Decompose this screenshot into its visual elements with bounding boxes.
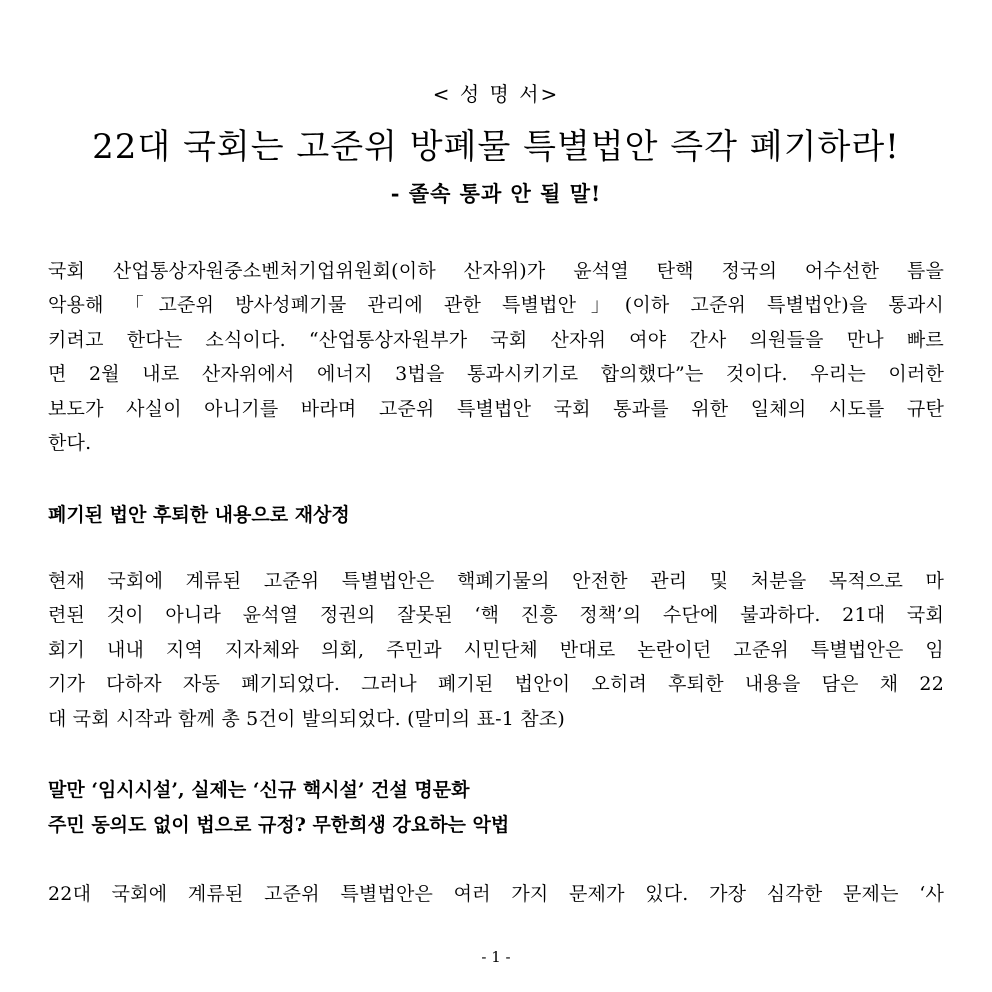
paragraph-problems [48, 877, 944, 911]
paragraph-bill-status [48, 564, 944, 736]
paragraph-intro [48, 254, 944, 460]
document-title: 22대 국회는 고준위 방폐물 특별법안 즉각 폐기하라! [92, 127, 900, 167]
paragraph-line: 련된 것이 아니라 윤석열 정권의 잘못된 ‘핵 진흥 정책’의 수단에 불과하다. 21대 국회 [48, 604, 944, 627]
paragraph-line: 국회 산업통상자원중소벤처기업위원회(이하 산자위)가 윤석열 탄핵 정국의 어수선한 틈을 [48, 260, 944, 282]
heading-line: 말만 ‘임시시설’, 실제는 ‘신규 핵시설’ 건설 명문화 [48, 779, 470, 801]
statement-label: < 성 명 서> [432, 82, 560, 106]
section-heading-repealed-bill: 폐기된 법안 후퇴한 내용으로 재상정 [48, 504, 350, 526]
paragraph-line: 한다. [48, 432, 92, 455]
paragraph-line: 22대 국회에 계류된 고준위 특별법안은 여러 가지 문제가 있다. 가장 심각한 문제는 ‘사 [48, 883, 944, 905]
paragraph-line: 현재 국회에 계류된 고준위 특별법안은 핵폐기물의 안전한 관리 및 처분을 목적으로 마 [48, 570, 944, 592]
paragraph-line: 대 국회 시작과 함께 총 5건이 발의되었다. (말미의 표-1 참조) [48, 707, 566, 730]
paragraph-line: 면 2월 내로 산자위에서 에너지 3법을 통과시키기로 합의했다”는 것이다. 우리는 이러한 [48, 363, 944, 386]
document-subtitle: - 졸속 통과 안 될 말! [390, 181, 602, 206]
paragraph-line: 회기 내내 지역 지자체와 의회, 주민과 시민단체 반대로 논란이던 고준위 특별법안은 임 [48, 638, 944, 661]
paragraph-line: 악용해 「고준위 방사성폐기물 관리에 관한 특별법안」(이하 고준위 특별법안)을 통과시 [48, 294, 944, 317]
section-heading-temporary-facility [48, 773, 944, 843]
paragraph-line: 보도가 사실이 아니기를 바라며 고준위 특별법안 국회 통과를 위한 일체의 시도를 규탄 [48, 397, 944, 420]
paragraph-line: 기가 다하자 자동 폐기되었다. 그러나 폐기된 법안이 오히려 후퇴한 내용을 담은 채 22 [48, 673, 944, 696]
paragraph-line: 키려고 한다는 소식이다. “산업통상자원부가 국회 산자위 여야 간사 의원들을 만나 빠르 [48, 328, 944, 351]
page-number: - 1 - [481, 948, 511, 966]
heading-line: 주민 동의도 없이 법으로 규정? 무한희생 강요하는 악법 [48, 814, 510, 836]
